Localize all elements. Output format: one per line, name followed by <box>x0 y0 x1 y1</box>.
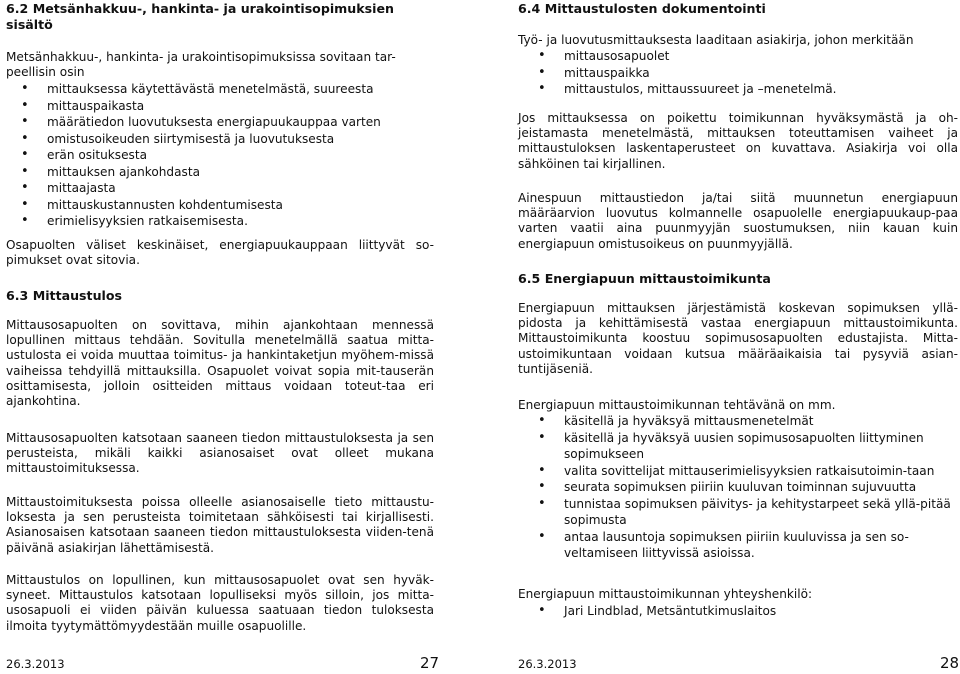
paragraph: Mittausosapuolten on sovittava, mihin ajankohtaan mennessä lopullinen mittaus tehdään. Sovitulla menetelmällä saatua mitta-ustulosta ei voida muuttaa toimitus- ja hankintaketjun myöhem-missä vaiheissa tehdyillä mittauksilla. Osapuolet voivat sopia mit-tauserän osittamisesta, jolloin ositteiden mittaus voidaan toteut-taa eri ajankohtina. <box>6 318 434 409</box>
tasks-intro: Energiapuun mittaustoimikunnan tehtävänä on mm. <box>518 398 836 412</box>
page-number: 28 <box>940 654 960 672</box>
list-item: • antaa lausuntoja sopimuksen piiriin kuuluvissa ja sen so-veltamiseen liittyvissä asioissa. <box>518 529 958 562</box>
tasks-list <box>518 413 958 562</box>
list-item: • erän osituksesta <box>1 147 431 164</box>
list-item: • mittauksessa käytettävästä menetelmästä, suureesta <box>1 81 431 98</box>
list-item: • mittauskustannusten kohdentumisesta <box>1 197 431 214</box>
section-heading-6-5: 6.5 Energiapuun mittaustoimikunta <box>518 271 771 286</box>
list-item: • mittaajasta <box>1 180 431 197</box>
intro-paragraph: Metsänhakkuu-, hankinta- ja urakointisopimuksissa sovitaan tar-peellisin osin <box>6 50 396 80</box>
agreement-items-list <box>1 81 431 230</box>
footer-date: 26.3.2013 <box>518 657 577 671</box>
intro-paragraph: Työ- ja luovutusmittauksesta laaditaan asiakirja, johon merkitään <box>518 33 914 47</box>
page-27 <box>0 0 440 674</box>
binding-agreements-paragraph: Osapuolten väliset keskinäiset, energiapuukauppaan liittyvät so-pimukset ovat sitovia. <box>6 238 434 268</box>
contact-list <box>518 603 958 620</box>
list-item: • mittausosapuolet <box>518 48 958 65</box>
page-number: 27 <box>420 654 440 672</box>
paragraph: Mittausosapuolten katsotaan saaneen tiedon mittaustuloksesta ja sen perusteista, mikäli kaikki asianosaiset ovat olleet mukana mittaustoimituksessa. <box>6 431 434 476</box>
paragraph: Mittaustulos on lopullinen, kun mittausosapuolet ovat sen hyväk-syneet. Mittaustulos katsotaan lopulliseksi myös silloin, jos mitta-usosapuoli ei viiden päivän kuluessa saatuaan tiedon tuloksesta ilmoita tyytymättömyydestään muille osapuolille. <box>6 573 434 633</box>
section-heading-6-4: 6.4 Mittaustulosten dokumentointi <box>518 1 766 16</box>
section-heading-6-3: 6.3 Mittaustulos <box>6 288 122 303</box>
paragraph: Ainespuun mittaustiedon ja/tai siitä muunnetun energiapuun määräarvion luovutus kolmannelle osapuolelle energiapuukaup-paa varten vaatii aina puunmyyjän suostumuksen, niin kauan kuin energiapuun omistusoikeus on puunmyyjällä. <box>518 191 958 251</box>
paragraph: Mittaustoimituksesta poissa olleelle asianosaiselle tieto mittaustu-loksesta ja sen perusteista toimitetaan sähköisesti tai kirjallisesti. Asianosaisen katsotaan saaneen tiedon mittaustuloksesta viiden-tenä päivänä asiakirjan lähettämisestä. <box>6 495 434 555</box>
list-item: • mittaustulos, mittaussuureet ja –menetelmä. <box>518 81 958 98</box>
list-item: • määrätiedon luovutuksesta energiapuukauppaa varten <box>1 114 431 131</box>
list-item: • mittauksen ajankohdasta <box>1 164 431 181</box>
paragraph: Energiapuun mittauksen järjestämistä koskevan sopimuksen yllä-pidosta ja kehittämisestä vastaa energiapuun mittaustoimikunta. Mittaustoimikunta koostuu sopimusosapuolten edustajista. Mitta-ustoimikuntaan voidaan kutsua määräaikaisia tai pysyviä asian-tuntijäseniä. <box>518 301 958 376</box>
contact-intro: Energiapuun mittaustoimikunnan yhteyshenkilö: <box>518 587 813 601</box>
list-item: • valita sovittelijat mittauserimielisyyksien ratkaisutoimin-taan <box>518 463 958 480</box>
paragraph: Jos mittauksessa on poikettu toimikunnan hyväksymästä ja oh-jeistamasta menetelmästä, mittauksen toteuttamisen vaiheet ja mittaustuloksen laskentaperusteet on kuvattava. Asiakirja voi olla sähköinen tai kirjallinen. <box>518 111 958 171</box>
list-item: • Jari Lindblad, Metsäntutkimuslaitos <box>518 603 958 620</box>
section-heading-6-2: 6.2 Metsänhakkuu-, hankinta- ja urakointisopimuksien sisältö <box>6 1 394 32</box>
list-item: • käsitellä ja hyväksyä mittausmenetelmät <box>518 413 958 430</box>
list-item: • mittauspaikka <box>518 65 958 82</box>
list-item: • seurata sopimuksen piiriin kuuluvan toiminnan sujuvuutta <box>518 479 958 496</box>
list-item: • käsitellä ja hyväksyä uusien sopimusosapuolten liittyminen sopimukseen <box>518 430 958 463</box>
page-28 <box>518 0 958 674</box>
list-item: • omistusoikeuden siirtymisestä ja luovutuksesta <box>1 131 431 148</box>
document-items-list <box>518 48 958 98</box>
list-item: • mittauspaikasta <box>1 98 431 115</box>
list-item: • tunnistaa sopimuksen päivitys- ja kehitystarpeet sekä yllä-pitää sopimusta <box>518 496 958 529</box>
footer-date: 26.3.2013 <box>6 657 65 671</box>
list-item: • erimielisyyksien ratkaisemisesta. <box>1 213 431 230</box>
